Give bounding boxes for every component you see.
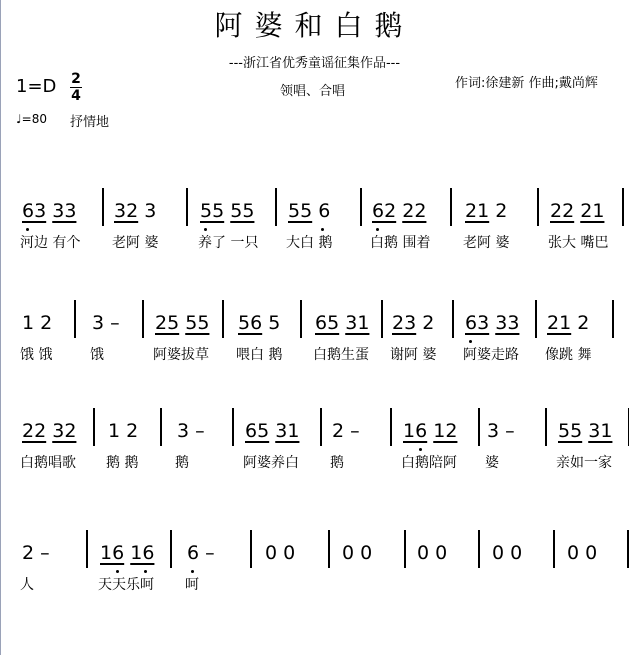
lyric: 亲如一家	[556, 455, 612, 471]
measure-notes	[200, 200, 254, 222]
barline	[186, 188, 188, 226]
measure-notes	[187, 542, 215, 564]
measure-notes	[567, 542, 597, 564]
time-signature	[70, 72, 82, 103]
note-group: 3	[177, 420, 190, 442]
score-system	[0, 530, 629, 620]
note-group: 1	[108, 420, 121, 442]
lyric: 阿婆养白	[243, 455, 299, 471]
barline	[93, 408, 95, 446]
measure-notes	[487, 420, 515, 442]
barline	[553, 530, 555, 568]
note-group: 0	[492, 542, 505, 564]
lower-octave-dot	[26, 228, 29, 231]
note-group: 0	[510, 542, 523, 564]
lyric: 饿 饿	[20, 347, 53, 363]
note-group: 62	[372, 200, 397, 222]
lyric: 鹅 鹅	[106, 455, 139, 471]
lyric: 老阿 婆	[112, 235, 159, 251]
note-group: 0	[342, 542, 355, 564]
lyric: 鹅	[330, 455, 344, 471]
barline	[250, 530, 252, 568]
note-group: 6	[187, 542, 200, 564]
time-top: 2	[71, 71, 81, 87]
measure-notes	[550, 200, 604, 222]
barline	[142, 300, 144, 338]
barline	[545, 408, 547, 446]
note-group: 2	[22, 542, 35, 564]
barline	[612, 300, 614, 338]
note-group: 0	[417, 542, 430, 564]
measure-notes	[315, 312, 369, 334]
barline	[300, 300, 302, 338]
measure-notes	[547, 312, 589, 334]
lyric: 老阿 婆	[463, 235, 510, 251]
lyric: 阿婆拔草	[153, 347, 209, 363]
barline	[478, 530, 480, 568]
lyric: 鹅	[175, 455, 189, 471]
lower-octave-dot	[419, 448, 422, 451]
note-group: 22	[550, 200, 575, 222]
lower-octave-dot	[144, 570, 147, 573]
lyric: 谢阿 婆	[390, 347, 437, 363]
note-group: –	[350, 420, 360, 442]
note-group: 31	[588, 420, 613, 442]
note-group: 55	[288, 200, 313, 222]
barline	[74, 300, 76, 338]
measure-notes	[22, 312, 52, 334]
measure-notes	[108, 420, 138, 442]
note-group: 0	[360, 542, 373, 564]
lower-octave-dot	[376, 228, 379, 231]
lower-octave-dot	[321, 228, 324, 231]
barline	[452, 300, 454, 338]
measure-notes	[265, 542, 295, 564]
barline	[86, 530, 88, 568]
score-system	[0, 188, 629, 278]
note-group: –	[205, 542, 215, 564]
note-group: 21	[465, 200, 490, 222]
note-group: 31	[345, 312, 370, 334]
note-group: 16	[130, 542, 155, 564]
note-group: –	[40, 542, 50, 564]
measure-notes	[22, 420, 76, 442]
barline	[535, 300, 537, 338]
note-group: 16	[100, 542, 125, 564]
note-group: 63	[465, 312, 490, 334]
measure-notes	[342, 542, 372, 564]
measure-notes	[114, 200, 156, 222]
note-group: 2	[332, 420, 345, 442]
lower-octave-dot	[191, 570, 194, 573]
score-system	[0, 300, 629, 390]
note-group: 33	[52, 200, 77, 222]
measure-notes	[332, 420, 360, 442]
measure-notes	[177, 420, 205, 442]
note-group: 0	[585, 542, 598, 564]
measure-notes	[155, 312, 209, 334]
note-group: 56	[238, 312, 263, 334]
note-group: 55	[230, 200, 255, 222]
note-group: 3	[144, 200, 157, 222]
note-group: 65	[245, 420, 270, 442]
note-group: –	[505, 420, 515, 442]
performance-mode: 领唱、合唱	[280, 84, 346, 99]
lyric: 呵	[185, 577, 199, 593]
measure-notes	[465, 200, 507, 222]
lyric: 人	[20, 577, 34, 593]
note-group: 33	[495, 312, 520, 334]
measure-notes	[558, 420, 612, 442]
key-signature: 1=D	[16, 76, 57, 97]
lyric: 大白 鹅	[286, 235, 333, 251]
lyric: 白鹅陪阿	[401, 455, 457, 471]
lyric: 饿	[90, 347, 104, 363]
measure-notes	[392, 312, 434, 334]
tempo-marking: ♩=80	[16, 112, 47, 126]
barline	[102, 188, 104, 226]
credits: 作词:徐建新 作曲;戴尚辉	[455, 76, 598, 91]
note-group: 55	[558, 420, 583, 442]
note-group: 22	[402, 200, 427, 222]
barline	[390, 408, 392, 446]
lyric: 婆	[485, 455, 499, 471]
lyric: 白鹅唱歌	[20, 455, 76, 471]
barline	[232, 408, 234, 446]
barline	[160, 408, 162, 446]
lower-octave-dot	[204, 228, 207, 231]
note-group: 0	[567, 542, 580, 564]
note-group: 55	[200, 200, 225, 222]
note-group: 5	[268, 312, 281, 334]
measure-notes	[288, 200, 330, 222]
note-group: 3	[487, 420, 500, 442]
note-group: 32	[52, 420, 77, 442]
song-title: 阿婆和白鹅	[214, 9, 415, 42]
measure-notes	[22, 200, 76, 222]
barline	[328, 530, 330, 568]
barline	[170, 530, 172, 568]
measure-notes	[92, 312, 120, 334]
note-group: 12	[433, 420, 458, 442]
measure-notes	[492, 542, 522, 564]
lyric: 白鹅生蛋	[313, 347, 369, 363]
note-group: 0	[265, 542, 278, 564]
note-group: 16	[403, 420, 428, 442]
lyric: 白鹅 围着	[370, 235, 431, 251]
lyric: 像跳 舞	[545, 347, 592, 363]
note-group: 65	[315, 312, 340, 334]
expression-marking: 抒情地	[70, 115, 110, 130]
note-group: 1	[22, 312, 35, 334]
song-subtitle: ---浙江省优秀童谣征集作品---	[228, 56, 401, 71]
barline	[381, 300, 383, 338]
barline	[450, 188, 452, 226]
note-group: –	[195, 420, 205, 442]
note-group: 2	[40, 312, 53, 334]
note-group: 2	[126, 420, 139, 442]
note-group: 0	[283, 542, 296, 564]
note-group: 2	[577, 312, 590, 334]
note-group: 0	[435, 542, 448, 564]
note-group: 6	[318, 200, 331, 222]
measure-notes	[417, 542, 447, 564]
barline	[320, 408, 322, 446]
measure-notes	[465, 312, 519, 334]
measure-notes	[22, 542, 50, 564]
note-group: 2	[495, 200, 508, 222]
score-system	[0, 408, 629, 498]
measure-notes	[403, 420, 457, 442]
lyric: 河边 有个	[20, 235, 81, 251]
measure-notes	[245, 420, 299, 442]
note-group: 31	[275, 420, 300, 442]
time-bottom: 4	[71, 88, 81, 104]
lower-octave-dot	[469, 340, 472, 343]
measure-notes	[238, 312, 280, 334]
note-group: 55	[185, 312, 210, 334]
lower-octave-dot	[116, 570, 119, 573]
note-group: –	[110, 312, 120, 334]
note-group: 22	[22, 420, 47, 442]
note-group: 3	[92, 312, 105, 334]
note-group: 63	[22, 200, 47, 222]
barline	[478, 408, 480, 446]
note-group: 25	[155, 312, 180, 334]
note-group: 32	[114, 200, 139, 222]
lyric: 天天乐呵	[98, 577, 154, 593]
note-group: 21	[580, 200, 605, 222]
barline	[222, 300, 224, 338]
note-group: 23	[392, 312, 417, 334]
lyric: 阿婆走路	[463, 347, 519, 363]
lyric: 喂白 鹅	[236, 347, 283, 363]
barline	[360, 188, 362, 226]
barline	[537, 188, 539, 226]
note-group: 2	[422, 312, 435, 334]
lyric: 养了 一只	[198, 235, 259, 251]
barline	[622, 188, 624, 226]
measure-notes	[372, 200, 426, 222]
note-group: 21	[547, 312, 572, 334]
barline	[275, 188, 277, 226]
barline	[404, 530, 406, 568]
measure-notes	[100, 542, 154, 564]
lyric: 张大 嘴巴	[548, 235, 609, 251]
